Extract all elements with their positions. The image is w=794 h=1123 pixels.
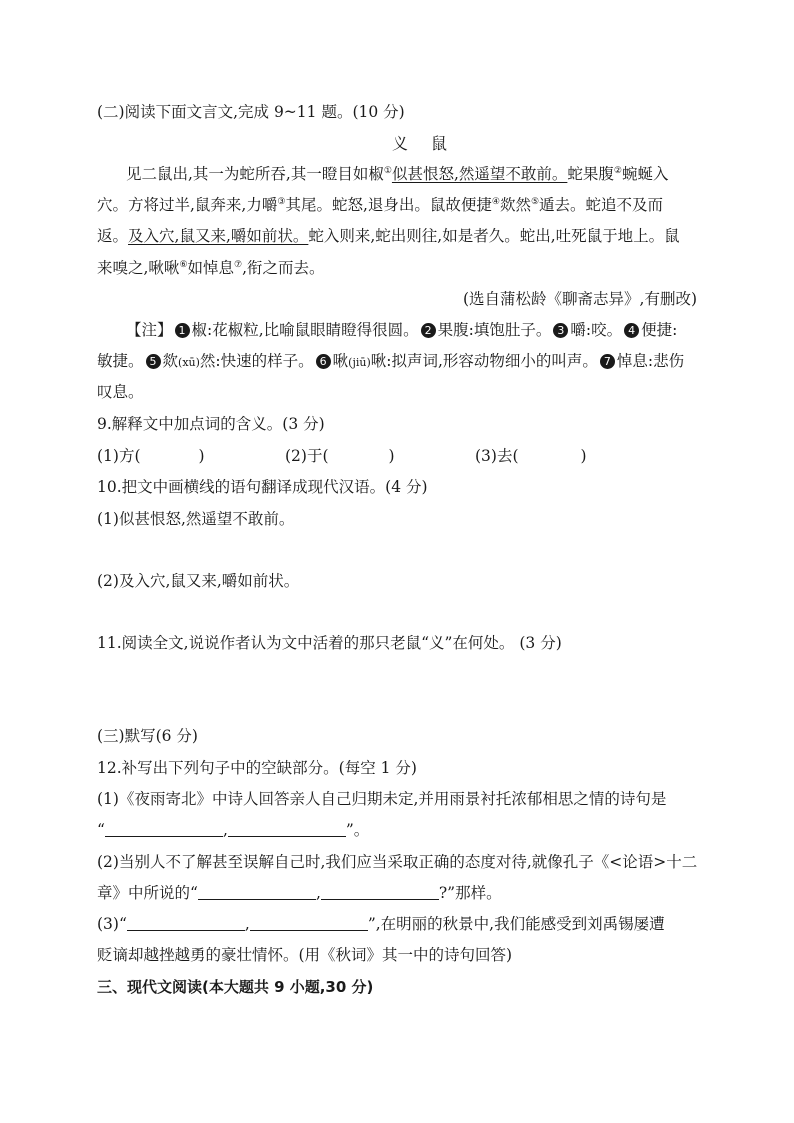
note-text: 啾:拟声词,形容动物细小的叫声。 [370,352,598,370]
text-run: 来嗅之,啾啾 [97,259,180,277]
notes-line-3: 叹息。 [97,383,144,401]
text-run: ”,在明丽的秋景中,我们能感受到刘禹锡屡遭 [367,915,665,933]
footnote-mark: ⑥ [179,259,188,270]
note-text: 啾 [332,352,349,370]
q9-item-1-label: (1)方( [97,447,141,465]
q9-item-1-close: ) [198,447,205,465]
question-9-stem: 9.解释文中加点词的含义。(3 分) [97,415,325,433]
question-12-3-line-2: 贬谪却越挫越勇的豪壮情怀。(用《秋词》其一中的诗句回答) [97,946,513,964]
question-11-stem: 11.阅读全文,说说作者认为文中活着的那只老鼠“义”在何处。 (3 分) [97,634,562,652]
pinyin: (jiū) [348,356,371,369]
text-run: 蛇入则来,蛇出则往,如是者久。蛇出,吐死鼠于地上。鼠 [308,227,680,245]
note-number-3: 3 [553,323,568,338]
passage-source: (选自蒲松龄《聊斋志异》,有删改) [462,290,697,308]
quote-close: ”。 [345,821,370,839]
answer-blank[interactable] [321,885,439,900]
question-10-sentence-1: (1)似甚恨怒,然遥望不敢前。 [97,510,295,528]
question-10-sentence-2: (2)及入穴,鼠又来,嚼如前状。 [97,572,300,590]
footnote-mark: ⑤ [530,196,540,207]
note-text: 果腹:填饱肚子。 [437,321,552,339]
footnote-mark: ③ [277,196,286,207]
footnote-mark: ① [383,165,392,176]
text-run: 欻然 [499,196,531,214]
text-run: ,衔之而去。 [242,259,325,277]
note-text: 敏捷。 [97,352,144,370]
quote-close: ?”那样。 [438,884,502,902]
comma: , [244,915,250,933]
q9-item-3 [475,446,587,466]
question-9-items [97,446,597,466]
text-run: 蜿蜒入 [621,165,669,183]
passage-line-4 [97,258,325,278]
passage-line-1 [126,164,668,184]
passage-line-3 [97,226,680,246]
answer-blank[interactable] [228,822,346,837]
part-3-heading: 三、现代文阅读(本大题共 9 小题,30 分) [97,978,374,996]
footnote-mark: ⑦ [234,259,243,270]
section-2-heading: (二)阅读下面文言文,完成 9~11 题。(10 分) [97,103,405,121]
pinyin: (xū) [178,356,200,369]
text-run: 蛇果腹 [567,165,614,183]
underlined-sentence-2: 及入穴,鼠又来,嚼如前状。 [128,227,309,245]
note-number-5: 5 [146,354,161,369]
note-text: 嚼:咬。 [570,321,623,339]
note-text: 欻 [162,352,179,370]
note-number-4: 4 [624,323,639,338]
note-number-2: 2 [421,323,436,338]
q9-item-2-close: ) [388,447,395,465]
q9-item-2-label: (2)于( [285,447,329,465]
title-char-2: 鼠 [431,134,448,153]
text-run: 如悼息 [187,259,235,277]
text-run: (3)“ [97,915,127,933]
answer-blank[interactable] [105,822,223,837]
note-number-6: 6 [316,354,331,369]
text-run: 见二鼠出,其一为蛇所吞,其一瞪目如椒 [126,165,384,183]
question-12-3 [97,914,665,934]
text-run: 穴。方将过半,鼠奔来,力嚼 [97,196,278,214]
note-text: 椒:花椒粒,比喻鼠眼睛瞪得很圆。 [191,321,419,339]
question-12-1-blanks [97,820,369,840]
notes-line-1 [126,320,677,340]
question-12-2: (2)当别人不了解甚至误解自己时,我们应当采取正确的态度对待,就像孔子《<论语>十二 [97,853,698,871]
note-text: 然:快速的样子。 [199,352,314,370]
notes-line-2 [97,351,684,373]
q9-item-3-label: (3)去( [475,447,519,465]
footnote-mark: ② [613,165,622,176]
passage-line-2 [97,195,663,215]
question-12-stem: 12.补写出下列句子中的空缺部分。(每空 1 分) [97,759,417,777]
footnote-mark: ④ [491,196,500,207]
note-text: 悼息:悲伤 [616,352,685,370]
q9-item-1 [97,447,205,465]
note-number-1: 1 [175,323,190,338]
q9-item-3-close: ) [580,447,587,465]
text-run: 返。 [97,227,129,245]
answer-blank[interactable] [250,916,368,931]
question-10-stem: 10.把文中画横线的语句翻译成现代汉语。(4 分) [97,478,428,496]
note-number-7: 7 [600,354,615,369]
question-12-2-blanks [97,883,502,903]
title-char-1: 义 [392,134,409,153]
answer-blank[interactable] [198,885,316,900]
answer-blank[interactable] [127,916,245,931]
note-text: 便捷: [641,321,678,339]
comma: , [222,821,228,839]
quote-open: “ [97,821,105,839]
text-run: 遁去。蛇追不及而 [539,196,664,214]
underlined-sentence-1: 似甚恨怒,然遥望不敢前。 [391,165,568,183]
q9-item-2 [285,446,395,466]
notes-label: 【注】 [126,321,173,339]
text-run: 章》中所说的“ [97,884,198,902]
comma: , [315,884,321,902]
question-12-1: (1)《夜雨寄北》中诗人回答亲人自己归期未定,并用雨景衬托浓郁相思之情的诗句是 [97,790,667,808]
text-run: 其尾。蛇怒,退身出。鼠故便捷 [285,196,492,214]
section-3-heading: (三)默写(6 分) [97,727,198,745]
